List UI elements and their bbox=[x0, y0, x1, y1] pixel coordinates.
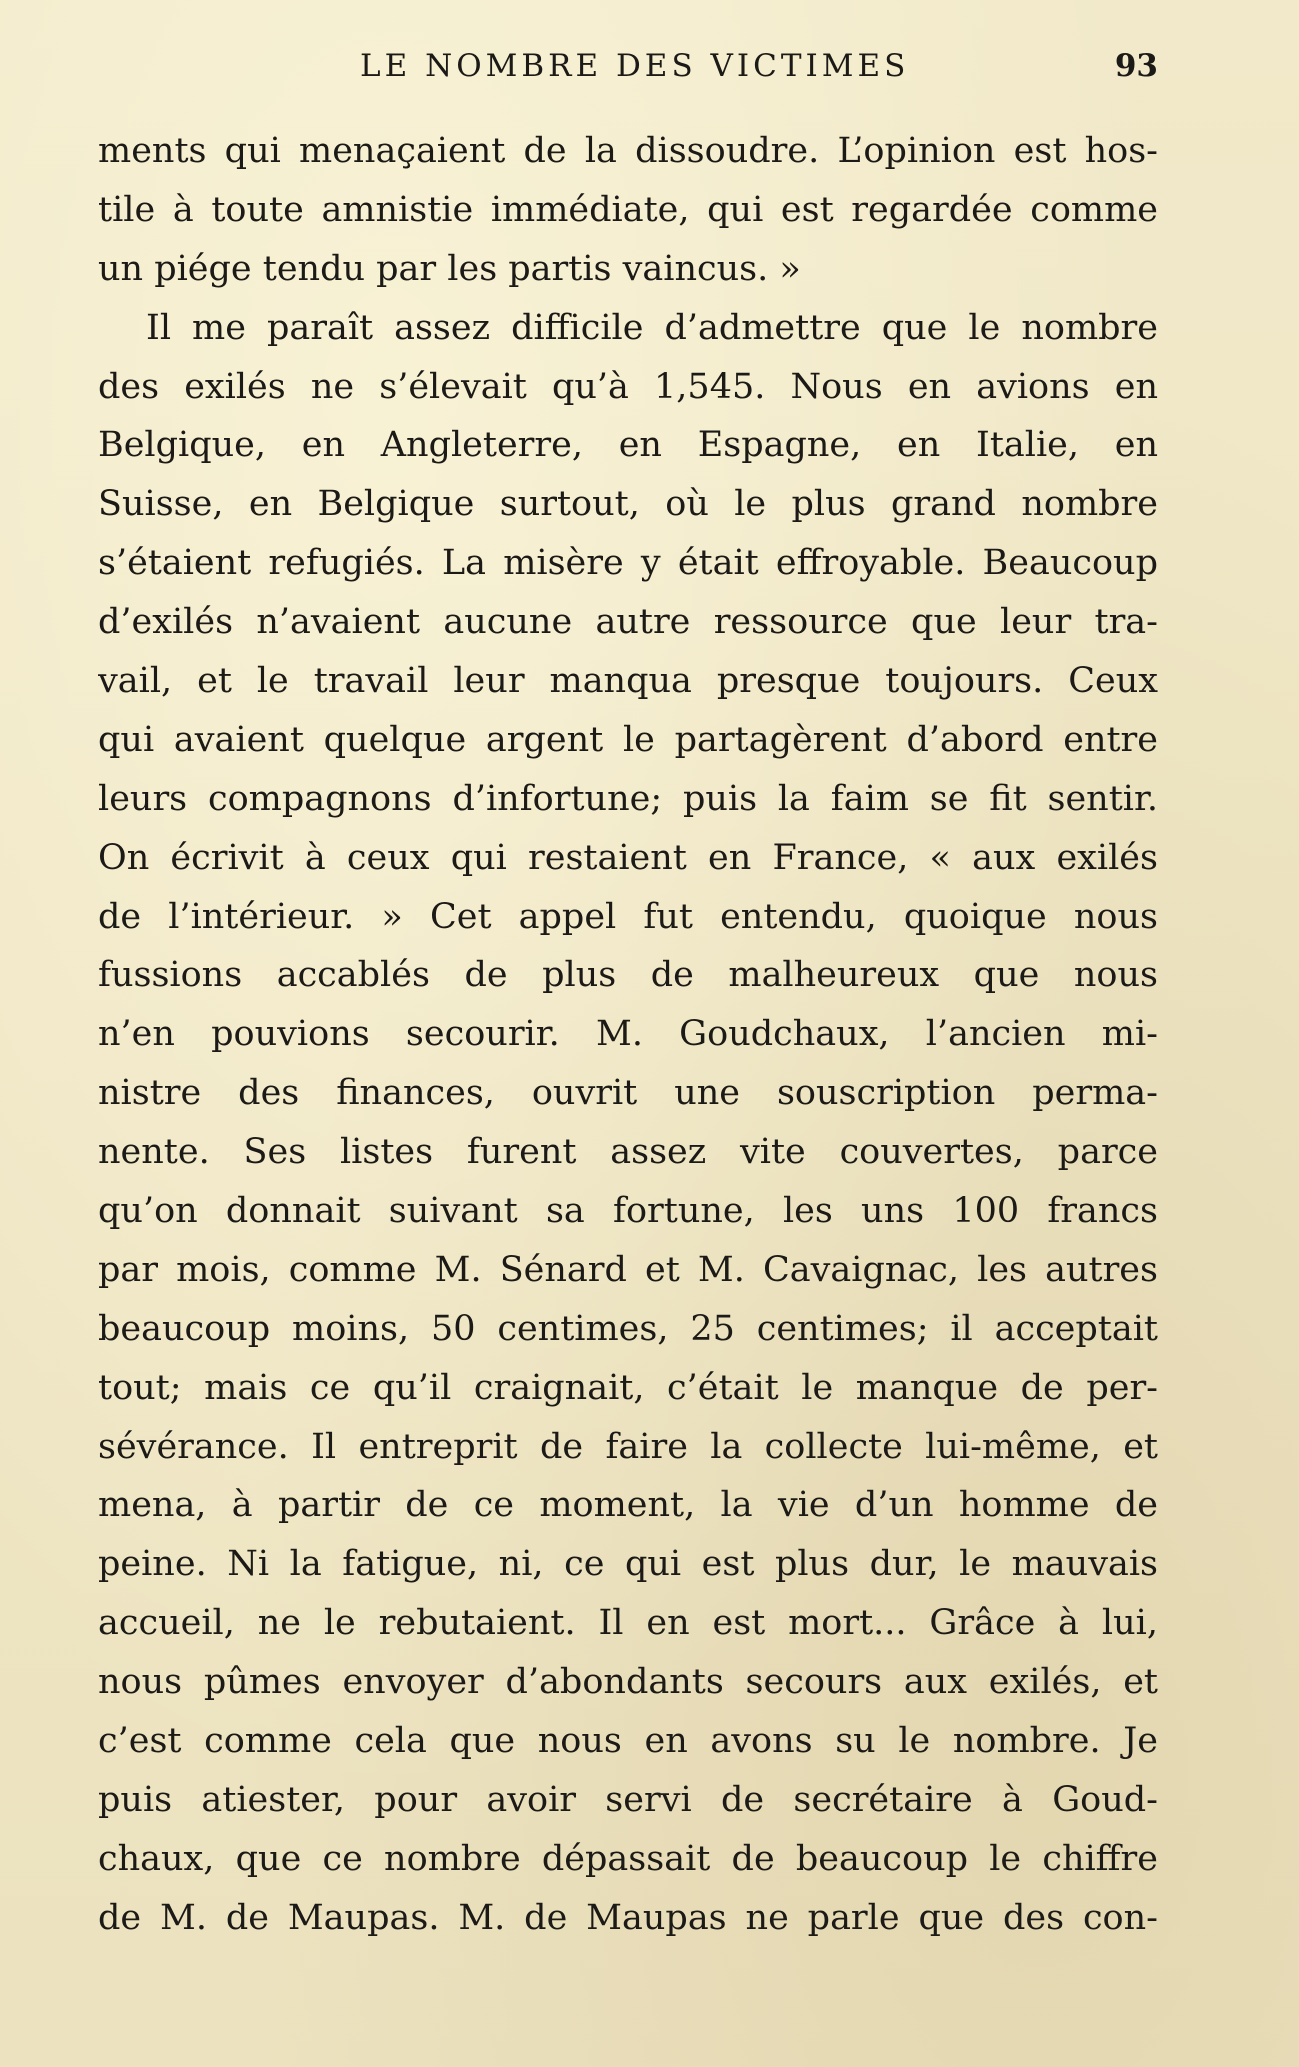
text-line: de M. de Maupas. M. de Maupas ne parle que des con- bbox=[98, 1897, 1158, 1938]
text-line: d’exilés n’avaient aucune autre ressource que leur tra- bbox=[98, 602, 1158, 643]
text-line: chaux, que ce nombre dépassait de beaucoup le chiffre bbox=[98, 1838, 1158, 1879]
text-line: c’est comme cela que nous en avons su le nombre. Je bbox=[98, 1721, 1158, 1762]
text-line: qui avaient quelque argent le partagèrent d’abord entre bbox=[98, 719, 1158, 760]
page-number: 93 bbox=[1114, 48, 1158, 84]
text-line: nistre des finances, ouvrit une souscription perma- bbox=[98, 1073, 1158, 1114]
text-line: Il me paraît assez difficile d’admettre que le nombre bbox=[146, 307, 1158, 348]
text-line: fussions accablés de plus de malheureux que nous bbox=[98, 955, 1158, 996]
text-line: ments qui menaçaient de la dissoudre. L’opinion est hos- bbox=[98, 131, 1158, 171]
text-line: qu’on donnait suivant sa fortune, les uns 100 francs bbox=[98, 1191, 1158, 1232]
text-line: Suisse, en Belgique surtout, où le plus grand nombre bbox=[98, 484, 1158, 525]
text-line: accueil, ne le rebutaient. Il en est mort... Grâce à lui, bbox=[98, 1603, 1158, 1644]
text-line: n’en pouvions secourir. M. Goudchaux, l’ancien mi- bbox=[98, 1014, 1158, 1055]
text-line: leurs compagnons d’infortune; puis la faim se fit sentir. bbox=[98, 778, 1158, 819]
text-line: On écrivit à ceux qui restaient en France, « aux exilés bbox=[98, 837, 1158, 878]
text-line: des exilés ne s’élevait qu’à 1,545. Nous en avions en bbox=[98, 366, 1158, 407]
text-line: mena, à partir de ce moment, la vie d’un homme de bbox=[98, 1485, 1158, 1526]
text-line: sévérance. Il entreprit de faire la collecte lui-même, et bbox=[98, 1426, 1158, 1467]
running-head bbox=[98, 48, 1158, 94]
body-text bbox=[98, 122, 1158, 1948]
text-line: s’étaient refugiés. La misère y était effroyable. Beaucoup bbox=[98, 543, 1158, 584]
text-line: puis atiester, pour avoir servi de secrétaire à Goud- bbox=[98, 1779, 1158, 1820]
text-line: par mois, comme M. Sénard et M. Cavaignac, les autres bbox=[98, 1249, 1158, 1290]
text-line: de l’intérieur. » Cet appel fut entendu, quoique nous bbox=[98, 896, 1158, 937]
text-line: un piége tendu par les partis vaincus. » bbox=[98, 248, 801, 289]
text-line: Belgique, en Angleterre, en Espagne, en Italie, en bbox=[98, 425, 1158, 466]
text-line: vail, et le travail leur manqua presque toujours. Ceux bbox=[98, 661, 1158, 702]
text-line: tout; mais ce qu’il craignait, c’était le manque de per- bbox=[98, 1367, 1158, 1408]
text-line: tile à toute amnistie immédiate, qui est regardée comme bbox=[98, 189, 1158, 230]
running-title: LE NOMBRE DES VICTIMES bbox=[360, 48, 910, 84]
text-line: nente. Ses listes furent assez vite couvertes, parce bbox=[98, 1132, 1158, 1173]
text-line: beaucoup moins, 50 centimes, 25 centimes; il acceptait bbox=[98, 1308, 1158, 1349]
text-line: peine. Ni la fatigue, ni, ce qui est plus dur, le mauvais bbox=[98, 1544, 1158, 1585]
text-line: nous pûmes envoyer d’abondants secours aux exilés, et bbox=[98, 1662, 1158, 1703]
